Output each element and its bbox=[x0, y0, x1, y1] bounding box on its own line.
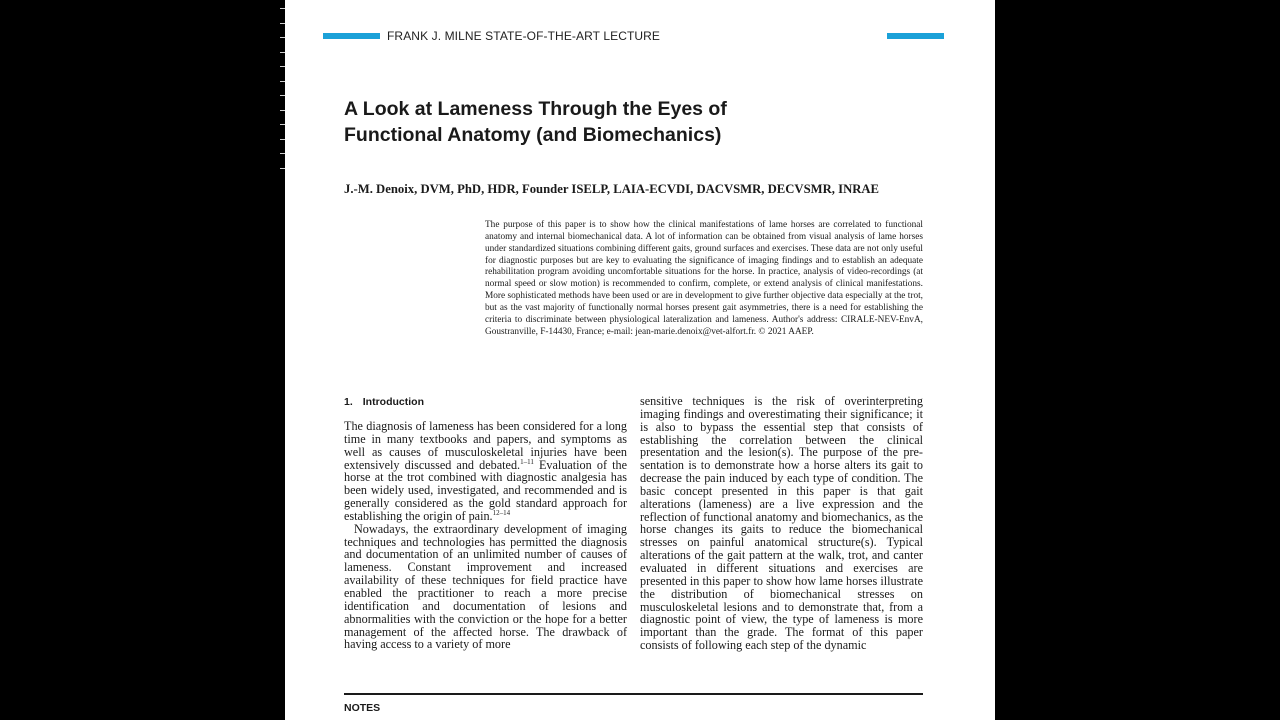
paper-title bbox=[344, 96, 904, 148]
paper-title-line1: A Look at Lameness Through the Eyes of bbox=[344, 98, 727, 120]
abstract: The purpose of this paper is to show how the clinical manifestations of lame horses are correlated to functional anatomy and internal biomechanical data. A lot of information can be obtained from visual analysis of lame horses under standardized situations combining different gaits, ground surfaces and exercises. These data are not only useful for diagnostic purposes but are key to evaluating the significance of imaging findings and to establish an adequate rehabilitation program avoiding uncomfortable situations for the horse. In practice, analysis of video-recordings (at normal speed or slow motion) is recommended to confirm, complete, or extend analysis of clinical manifestations. More sophisticated methods have been used or are in development to give further objective data especially at the trot, but as the vast majority of functionally normal horses present gait asymmetries, there is a need for establishing the criteria to discriminate between physiological lateralization and lameness. Author's address: CIRALE-NEV-EnvA, Goustranville, F-14430, France; e-mail: jean-marie.denoix@vet-alfort.fr. © 2021 AAEP. bbox=[485, 220, 923, 337]
citation-ref: 12–14 bbox=[492, 508, 511, 517]
header-accent-bar-right bbox=[887, 33, 944, 39]
section-heading bbox=[344, 396, 424, 408]
header-accent-bar-left bbox=[323, 33, 380, 39]
series-label: FRANK J. MILNE STATE-OF-THE-ART LECTURE bbox=[387, 29, 661, 43]
notes-divider bbox=[344, 693, 923, 695]
citation-ref: 1–11 bbox=[520, 457, 534, 466]
paper-page bbox=[285, 0, 995, 720]
section-number: 1. bbox=[344, 396, 353, 408]
right-column bbox=[640, 395, 923, 652]
paragraph: Nowadays, the extraordinary development of imaging techniques and technologies has permitted the diagnosis and documentation of an unlimited number of causes of lameness. Constant improvement and increased availability of these techniques for field practice have enabled the practitioner to reach a more precise identification and documentation of lesions and abnormalities with the conviction or the hope for a better management of the affected horse. The drawback of having access to a variety of more bbox=[344, 521, 627, 652]
paragraph bbox=[344, 420, 627, 523]
section-title: Introduction bbox=[362, 396, 425, 408]
paragraph-text: Evaluation of the horse at the trot combined with diagnostic analgesia has been widely used, investigated, and recommended and is generally considered as the gold standard approach for establishing the origin of pain. bbox=[344, 457, 628, 523]
paragraph-text: The diagnosis of lameness has been considered for a long time in many textbooks and papers, and symptoms as well as causes of musculoskeletal injuries have been extensively discussed and debated. bbox=[344, 419, 627, 472]
left-column bbox=[344, 420, 627, 651]
notes-label: NOTES bbox=[344, 702, 381, 714]
paragraph: sensitive techniques is the risk of overinterpreting imaging findings and overestimating their significance; it is also to bypass the essential step that consists of establishing the correlation between the clinical presentation and the lesion(s). The purpose of the pre-sentation is to demonstrate how a horse alters its gait to decrease the pain induced by each type of condition. The basic concept presented in this paper is that gait alterations (lameness) are a live expression and the reflection of functional anatomy and biomechanics, as the horse changes its gaits to reduce the biomechanical stresses on painful anatomical structure(s). Typical alterations of the gait pattern at the walk, trot, and canter evaluated in different situations and exercises are presented in this paper to show how lame horses illustrate the distribution of biomechanical stresses on musculoskeletal lesions and to demonstrate that, from a diagnostic point of view, the type of lameness is more important than the grade. The format of this paper consists of following each step of the dynamic bbox=[640, 394, 923, 653]
author-line: J.-M. Denoix, DVM, PhD, HDR, Founder ISELP, LAIA-ECVDI, DACVSMR, DECVSMR, INRAE bbox=[344, 182, 880, 196]
paper-title-line2: Functional Anatomy (and Biomechanics) bbox=[344, 124, 722, 146]
